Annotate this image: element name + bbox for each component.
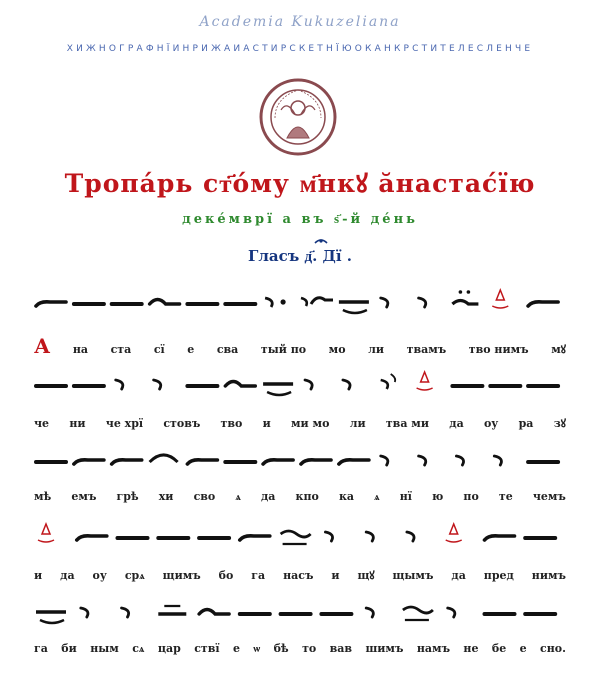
apostrophos-icon <box>325 532 332 541</box>
neume-row-5 <box>34 592 564 632</box>
apostrophos-icon <box>381 456 388 465</box>
oligon-icon <box>528 302 558 306</box>
lyric-syllable: тво нимъ <box>468 343 529 356</box>
tone-indicator: Гласъ д҃. Дї . <box>247 247 353 265</box>
lyric-syllable: чемъ <box>532 490 566 503</box>
oligon-icon <box>485 536 515 540</box>
lyric-syllable: тва ми <box>385 417 429 430</box>
lyric-syllable: че <box>34 417 50 430</box>
lyric-row-3 <box>34 490 566 508</box>
lyric-syllable: бо <box>218 569 234 582</box>
lyric-syllable: и <box>331 569 340 582</box>
lyric-syllable: на <box>72 343 89 356</box>
lyric-syllable: щꙋ <box>357 569 375 582</box>
tone-mark-icon <box>314 237 328 245</box>
lyric-syllable: га <box>34 642 48 655</box>
lyric-syllable: ка <box>338 490 355 503</box>
lyric-syllable: бѣ <box>273 642 289 655</box>
lyric-row-2 <box>34 416 566 434</box>
hyporroe-icon <box>281 531 311 544</box>
martyria-icon <box>446 524 462 542</box>
neume-row-4-svg <box>34 516 564 556</box>
lyric-syllable: мꙋ <box>551 343 566 356</box>
apostrophos-icon <box>366 532 373 541</box>
lyric-syllable: тый по <box>260 343 307 356</box>
neume-row-3 <box>34 440 564 480</box>
academy-name: Academia Kukuzeliana <box>199 14 401 30</box>
elaphron-bar-icon <box>263 384 293 395</box>
apostrophos-icon <box>456 456 463 465</box>
lyric-syllable: ми мо <box>291 417 330 430</box>
lyric-row-4 <box>34 568 566 586</box>
lyric-syllable: хи <box>158 490 174 503</box>
lyric-syllable: не <box>463 642 479 655</box>
neume-row-1 <box>34 282 564 322</box>
lyric-syllable: ѧ <box>235 490 241 503</box>
lyric-syllable: насъ <box>283 569 314 582</box>
drop-initial: А <box>34 334 51 358</box>
kentima-icon <box>158 606 186 614</box>
oligon-icon <box>240 536 270 540</box>
neume-row-2 <box>34 364 564 404</box>
elaphron-bar-icon <box>36 612 66 623</box>
lyric-syllable: ю <box>432 490 444 503</box>
apostrophos-icon <box>366 608 373 617</box>
neume-row-3-svg <box>34 440 564 480</box>
motto-line: ХИЖНОГРАФНЇИНРИЖАИАСТИРСКЕТНЇЮОКАНКРСТИТЕЛЕСЛЕНЧЕ <box>66 44 534 54</box>
lyric-syllable: га <box>251 569 266 582</box>
lyric-syllable: ли <box>368 343 385 356</box>
apostrophos-icon <box>494 456 501 465</box>
lyric-syllable: ѧ <box>374 490 380 503</box>
lyric-syllable: зꙋ <box>553 417 566 430</box>
lyric-syllable: оу <box>92 569 107 582</box>
elaphron-bar-icon <box>339 302 369 313</box>
lyric-syllable: и <box>34 569 43 582</box>
lyric-syllable: и <box>262 417 271 430</box>
lyric-syllable: твамъ <box>406 343 447 356</box>
apostrophos-icon <box>419 298 426 307</box>
oligon-icon <box>187 460 217 464</box>
lyric-syllable: шимъ <box>365 642 404 655</box>
oligon-icon <box>301 460 331 464</box>
lyric-syllable: ра <box>518 417 534 430</box>
lyric-syllable: щымъ <box>392 569 434 582</box>
lyric-syllable: тво <box>220 417 243 430</box>
oligon-icon <box>77 536 107 540</box>
oligon-icon <box>112 460 142 464</box>
hyporroe-icon <box>403 607 433 620</box>
lyric-syllable: е <box>519 642 527 655</box>
oligon-icon <box>263 460 293 464</box>
kentima-apostrophos-icon <box>265 298 286 307</box>
lyric-syllable: ным <box>90 642 119 655</box>
neume-row-5-svg <box>34 592 564 632</box>
feast-date: декéмврї а въ ѕ҃-й дéнь <box>182 212 418 227</box>
lyric-syllable: мѣ <box>34 490 52 503</box>
petasti-dots-icon <box>452 290 478 304</box>
lyric-syllable: ствї <box>194 642 220 655</box>
lyric-syllable: намъ <box>416 642 451 655</box>
lyric-syllable: щимъ <box>162 569 201 582</box>
martyria-icon <box>38 524 54 542</box>
lyric-syllable: сно. <box>540 642 566 655</box>
petasti-icon <box>199 610 229 615</box>
lyric-syllable: мо <box>328 343 346 356</box>
lyric-syllable: нї <box>399 490 412 503</box>
martyria-icon <box>417 372 433 390</box>
page-title: Тропа́рь ст҃о́му м҃нкꙋ ӑнастас́їю <box>64 169 536 198</box>
lyric-syllable: бе <box>491 642 507 655</box>
lyric-syllable: да <box>449 417 464 430</box>
apostrophos-icon <box>81 608 88 617</box>
lyric-row-1 <box>34 334 566 358</box>
apostrophos-icon <box>419 456 426 465</box>
lyric-syllable: емъ <box>71 490 97 503</box>
apostrophos-oligon-icon <box>301 298 333 306</box>
lyric-syllable: ни <box>69 417 86 430</box>
lyric-syllable: грѣ <box>116 490 139 503</box>
lyric-syllable: ли <box>349 417 366 430</box>
oligon-icon <box>339 460 369 464</box>
oligon-icon <box>36 302 66 306</box>
apostrophos-icon <box>305 380 312 389</box>
lyric-syllable: оу <box>483 417 499 430</box>
lyric-syllable: ста <box>110 343 132 356</box>
apostrophos-icon <box>154 380 161 389</box>
oligon-icon <box>74 460 104 464</box>
lyric-syllable: би <box>61 642 77 655</box>
lyric-syllable: сї <box>153 343 165 356</box>
martyria-icon <box>492 290 508 308</box>
lyric-syllable: сво <box>193 490 216 503</box>
lyric-syllable: нимъ <box>531 569 566 582</box>
apostrophos-icon <box>448 608 455 617</box>
lyric-syllable: то <box>302 642 317 655</box>
lyric-syllable: че хрї <box>105 417 144 430</box>
lyric-syllable: да <box>451 569 466 582</box>
lyric-row-5 <box>34 642 566 660</box>
lyric-syllable: пред <box>483 569 514 582</box>
apostrophos-icon <box>381 298 388 307</box>
academy-seal-logo <box>259 78 337 156</box>
lyric-syllable: ѡ <box>253 642 261 655</box>
lyric-syllable: по <box>463 490 479 503</box>
lyric-syllable: срѧ <box>124 569 145 582</box>
petasti-icon <box>225 382 255 387</box>
apostrophos-icon <box>407 532 414 541</box>
neume-row-1-svg <box>34 282 564 322</box>
lyric-syllable: кпо <box>295 490 319 503</box>
apostrophos-icon <box>116 380 123 389</box>
lyric-syllable: да <box>60 569 75 582</box>
apostrophos-icon <box>122 608 129 617</box>
neume-row-2-svg <box>34 364 564 404</box>
dots-icon <box>381 374 396 389</box>
lyric-syllable: сѧ <box>132 642 145 655</box>
kentemata-icon <box>150 455 178 462</box>
petasti-icon <box>150 300 180 305</box>
lyric-syllable: стовъ <box>163 417 201 430</box>
lyric-syllable: вав <box>329 642 353 655</box>
lyric-syllable: е <box>187 343 195 356</box>
lyric-syllable: е <box>232 642 240 655</box>
lyric-syllable: сва <box>216 343 239 356</box>
lyric-syllable: да <box>260 490 276 503</box>
lyric-syllable: те <box>498 490 513 503</box>
apostrophos-icon <box>343 380 350 389</box>
neume-row-4 <box>34 516 564 556</box>
lyric-syllable: цар <box>157 642 181 655</box>
